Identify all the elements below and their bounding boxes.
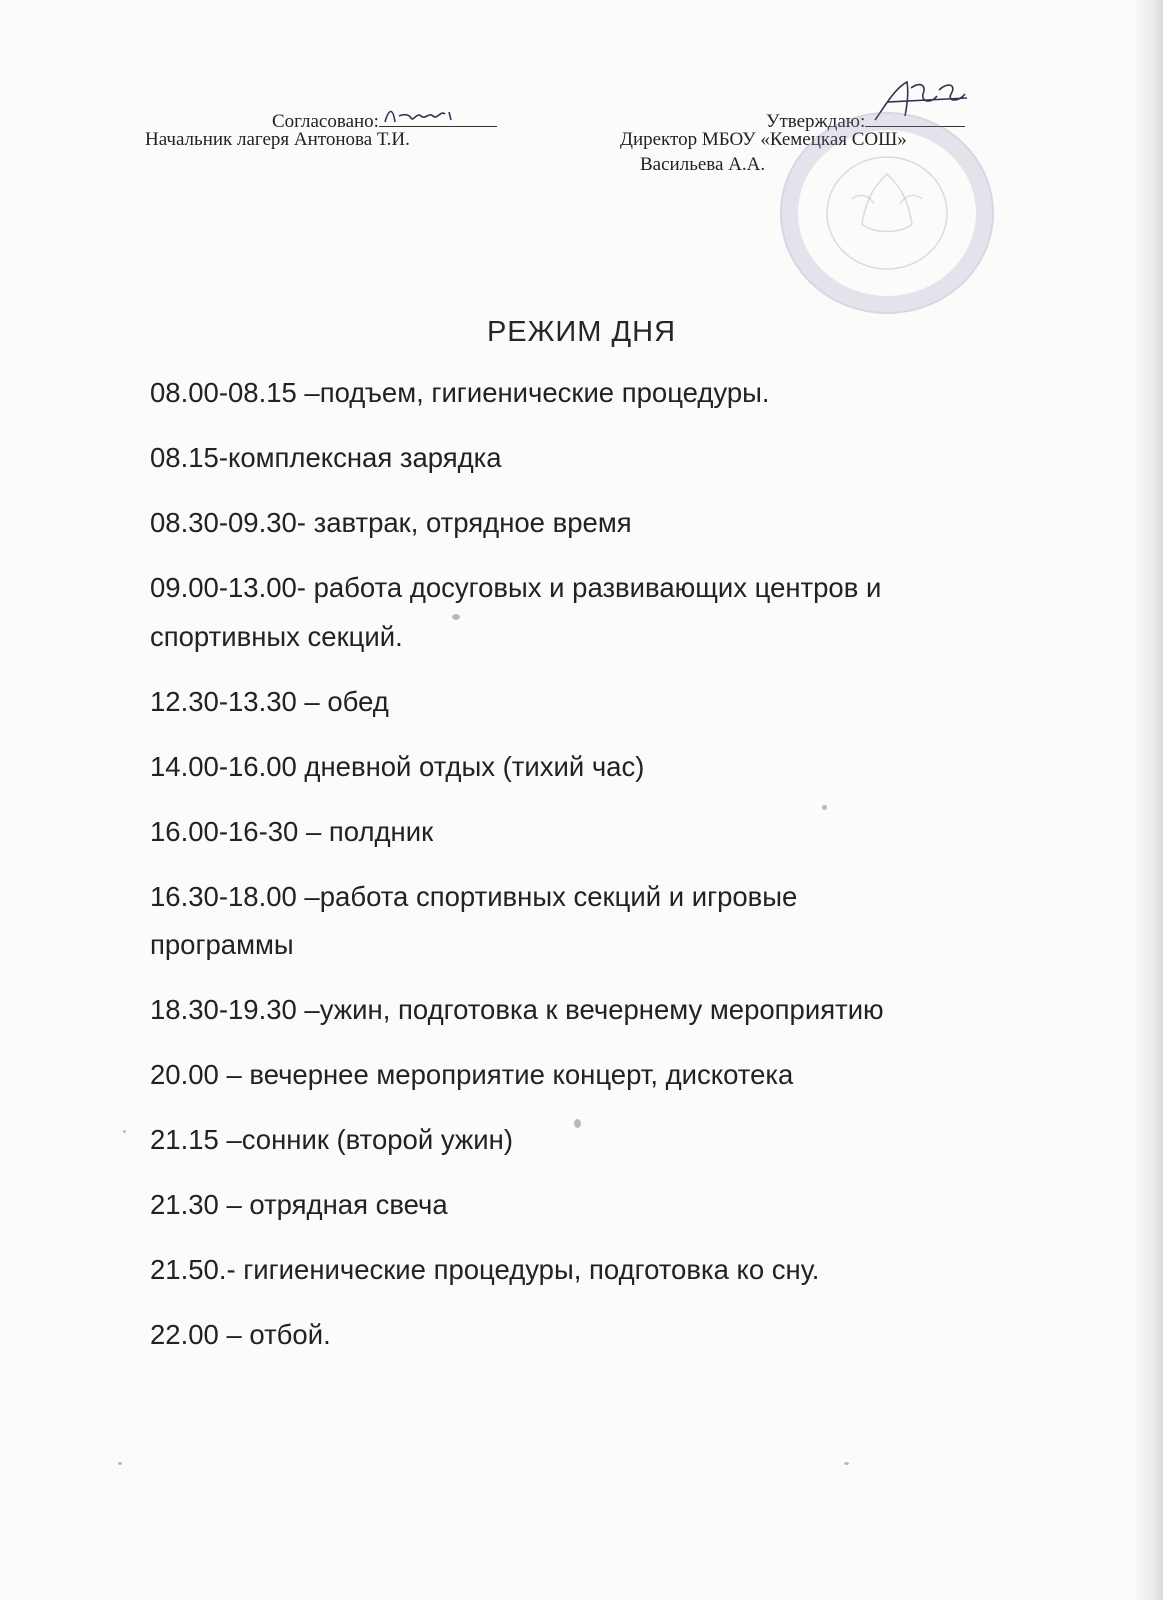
approval-right-label: Утверждаю: (766, 111, 866, 132)
schedule-item: 20.00 – вечернее мероприятие концерт, дискотека (150, 1059, 794, 1090)
document-title: РЕЖИМ ДНЯ (486, 316, 677, 348)
scan-speck (452, 614, 460, 620)
scan-speck (118, 1462, 122, 1465)
scan-speck (574, 1119, 581, 1128)
schedule-item: 22.00 – отбой. (150, 1319, 331, 1350)
scan-speck (822, 805, 827, 810)
scan-speck (123, 1130, 126, 1133)
approval-left-role: Начальник лагеря Антонова Т.И. (145, 129, 410, 150)
scan-page-edge (1133, 0, 1163, 1600)
schedule-item: 12.30-13.30 – обед (150, 686, 389, 717)
schedule-item: программы (150, 929, 294, 960)
schedule-item: 16.30-18.00 –работа спортивных секций и игровые (150, 881, 798, 912)
schedule-item: 08.00-08.15 –подъем, гигиенические процедуры. (150, 377, 770, 408)
schedule-item: спортивных секций. (150, 621, 403, 652)
schedule-item: 21.15 –сонник (второй ужин) (150, 1124, 514, 1155)
schedule-item: 14.00-16.00 дневной отдых (тихий час) (150, 751, 645, 782)
approval-left-signature-line (379, 104, 497, 127)
approval-right-name: Васильева А.А. (640, 154, 766, 175)
schedule-item: 16.00-16-30 – полдник (150, 816, 434, 847)
schedule-item: 08.15-комплексная зарядка (150, 442, 502, 473)
schedule-item: 21.50.- гигиенические процедуры, подготовка ко сну. (150, 1254, 820, 1285)
stamp-emblem (782, 114, 992, 312)
scan-speck (844, 1462, 849, 1465)
schedule-item: 18.30-19.30 –ужин, подготовка к вечернему мероприятию (150, 994, 884, 1025)
approval-left-signature (379, 104, 497, 126)
schedule-item: 08.30-09.30- завтрак, отрядное время (150, 507, 632, 538)
approval-left-label: Согласовано: (272, 111, 379, 132)
schedule-item: 09.00-13.00- работа досуговых и развивающих центров и (150, 572, 882, 603)
schedule-item: 21.30 – отрядная свеча (150, 1189, 448, 1220)
approval-right-role: Директор МБОУ «Кемецкая СОШ» (620, 129, 907, 150)
official-stamp (780, 112, 994, 314)
